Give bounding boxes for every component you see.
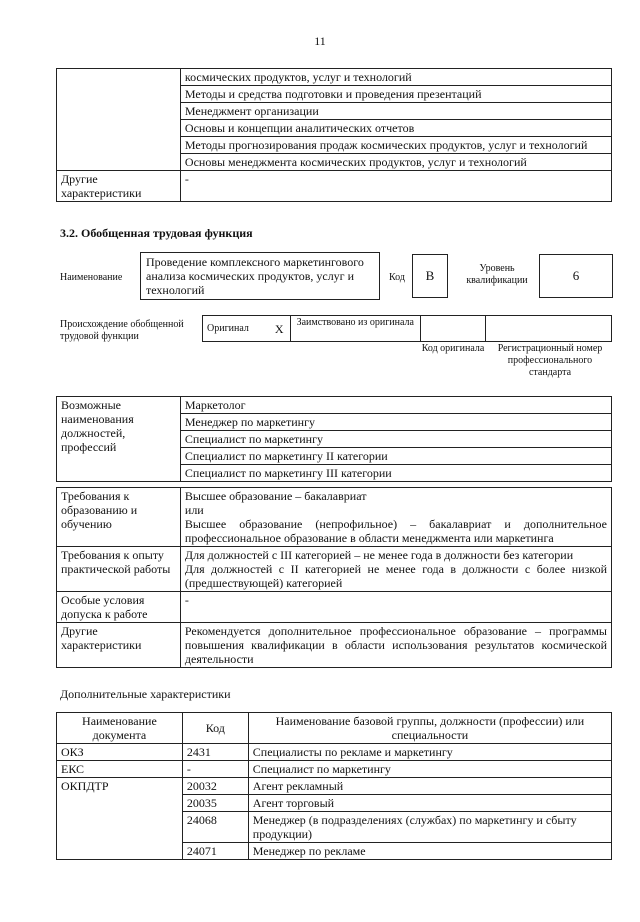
position-item: Специалист по маркетингу II категории bbox=[180, 448, 611, 465]
experience-value bbox=[180, 547, 611, 592]
additional-code: - bbox=[182, 761, 248, 778]
origin-table bbox=[202, 315, 612, 342]
additional-name: Менеджер (в подразделениях (службах) по маркетингу и сбыту продукции) bbox=[248, 812, 611, 843]
top-table-row: Менеджмент организации bbox=[180, 103, 611, 120]
top-table-row: Методы прогнозирования продаж космических продуктов, услуг и технологий bbox=[180, 137, 611, 154]
additional-header-name: Наименование базовой группы, должности (профессии) или специальности bbox=[248, 713, 611, 744]
function-level-label: Уровень квалификации bbox=[466, 263, 528, 286]
origin-code-cell bbox=[420, 316, 486, 342]
additional-code: 2431 bbox=[182, 744, 248, 761]
function-name-value: Проведение комплексного маркетингового анализа космических продуктов, услуг и технологий bbox=[140, 252, 380, 300]
origin-borrowed-label: Заимствовано из оригинала bbox=[290, 316, 420, 342]
function-code-value: B bbox=[412, 254, 448, 298]
other-value: Рекомендуется дополнительное профессиональное образование – программы повышения квалификации в области использования результатов космической деятельности bbox=[180, 623, 611, 668]
additional-header-doc: Наименование документа bbox=[57, 713, 183, 744]
experience-line: Для должностей с II категорией не менее года в должности с более низкой (предшествующей) категорией bbox=[184, 562, 607, 590]
additional-name: Агент рекламный bbox=[248, 778, 611, 795]
origin-original-mark: X bbox=[268, 316, 290, 342]
additional-code: 20035 bbox=[182, 795, 248, 812]
position-item: Маркетолог bbox=[180, 397, 611, 414]
additional-doc: ЕКС bbox=[57, 761, 183, 778]
origin-reg-caption: Регистрационный номер профессионального стандарта bbox=[497, 343, 603, 378]
function-code-label: Код bbox=[389, 272, 405, 283]
education-label: Требования к образованию и обучению bbox=[57, 488, 181, 547]
additional-name: Агент торговый bbox=[248, 795, 611, 812]
position-item: Специалист по маркетингу III категории bbox=[180, 465, 611, 482]
additional-doc: ОКЗ bbox=[57, 744, 183, 761]
top-other-value: - bbox=[180, 171, 611, 202]
additional-doc: ОКПДТР bbox=[57, 778, 183, 860]
position-item: Менеджер по маркетингу bbox=[180, 414, 611, 431]
position-item: Специалист по маркетингу bbox=[180, 431, 611, 448]
top-table-row: Основы и концепции аналитических отчетов bbox=[180, 120, 611, 137]
additional-table bbox=[56, 712, 612, 860]
additional-name: Менеджер по рекламе bbox=[248, 843, 611, 860]
origin-original-label: Оригинал bbox=[203, 316, 269, 342]
education-line: Высшее образование – бакалавриат bbox=[184, 489, 367, 503]
requirements-table bbox=[56, 487, 612, 668]
other-label: Другие характеристики bbox=[57, 623, 181, 668]
origin-reg-cell bbox=[486, 316, 612, 342]
additional-code: 24068 bbox=[182, 812, 248, 843]
origin-label: Происхождение обобщенной трудовой функции bbox=[60, 319, 184, 342]
additional-code: 24071 bbox=[182, 843, 248, 860]
education-line: Высшее образование (непрофильное) – бакалавриат и дополнительное профессиональное образование в области менеджмента или маркетинга bbox=[184, 517, 607, 545]
section-title: 3.2. Обобщенная трудовая функция bbox=[60, 226, 253, 240]
additional-title: Дополнительные характеристики bbox=[60, 687, 231, 701]
function-level-value: 6 bbox=[539, 254, 613, 298]
additional-header-code: Код bbox=[182, 713, 248, 744]
origin-code-caption: Код оригинала bbox=[421, 343, 485, 354]
function-name-label: Наименование bbox=[60, 272, 123, 283]
top-table-row: Методы и средства подготовки и проведения презентаций bbox=[180, 86, 611, 103]
education-value bbox=[180, 488, 611, 547]
additional-code: 20032 bbox=[182, 778, 248, 795]
positions-label: Возможные наименования должностей, профессий bbox=[57, 397, 181, 482]
top-table bbox=[56, 68, 612, 202]
special-value: - bbox=[180, 592, 611, 623]
top-table-row: Основы менеджмента космических продуктов, услуг и технологий bbox=[180, 154, 611, 171]
top-table-empty-cell bbox=[57, 69, 181, 171]
additional-name: Специалист по маркетингу bbox=[248, 761, 611, 778]
education-line: или bbox=[184, 503, 204, 517]
experience-line: Для должностей с III категорией – не менее года в должности без категории bbox=[184, 548, 574, 562]
page-number: 11 bbox=[314, 34, 326, 48]
positions-table bbox=[56, 396, 612, 482]
special-label: Особые условия допуска к работе bbox=[57, 592, 181, 623]
experience-label: Требования к опыту практической работы bbox=[57, 547, 181, 592]
top-other-label: Другие характеристики bbox=[57, 171, 181, 202]
top-table-row: космических продуктов, услуг и технологий bbox=[180, 69, 611, 86]
additional-name: Специалисты по рекламе и маркетингу bbox=[248, 744, 611, 761]
